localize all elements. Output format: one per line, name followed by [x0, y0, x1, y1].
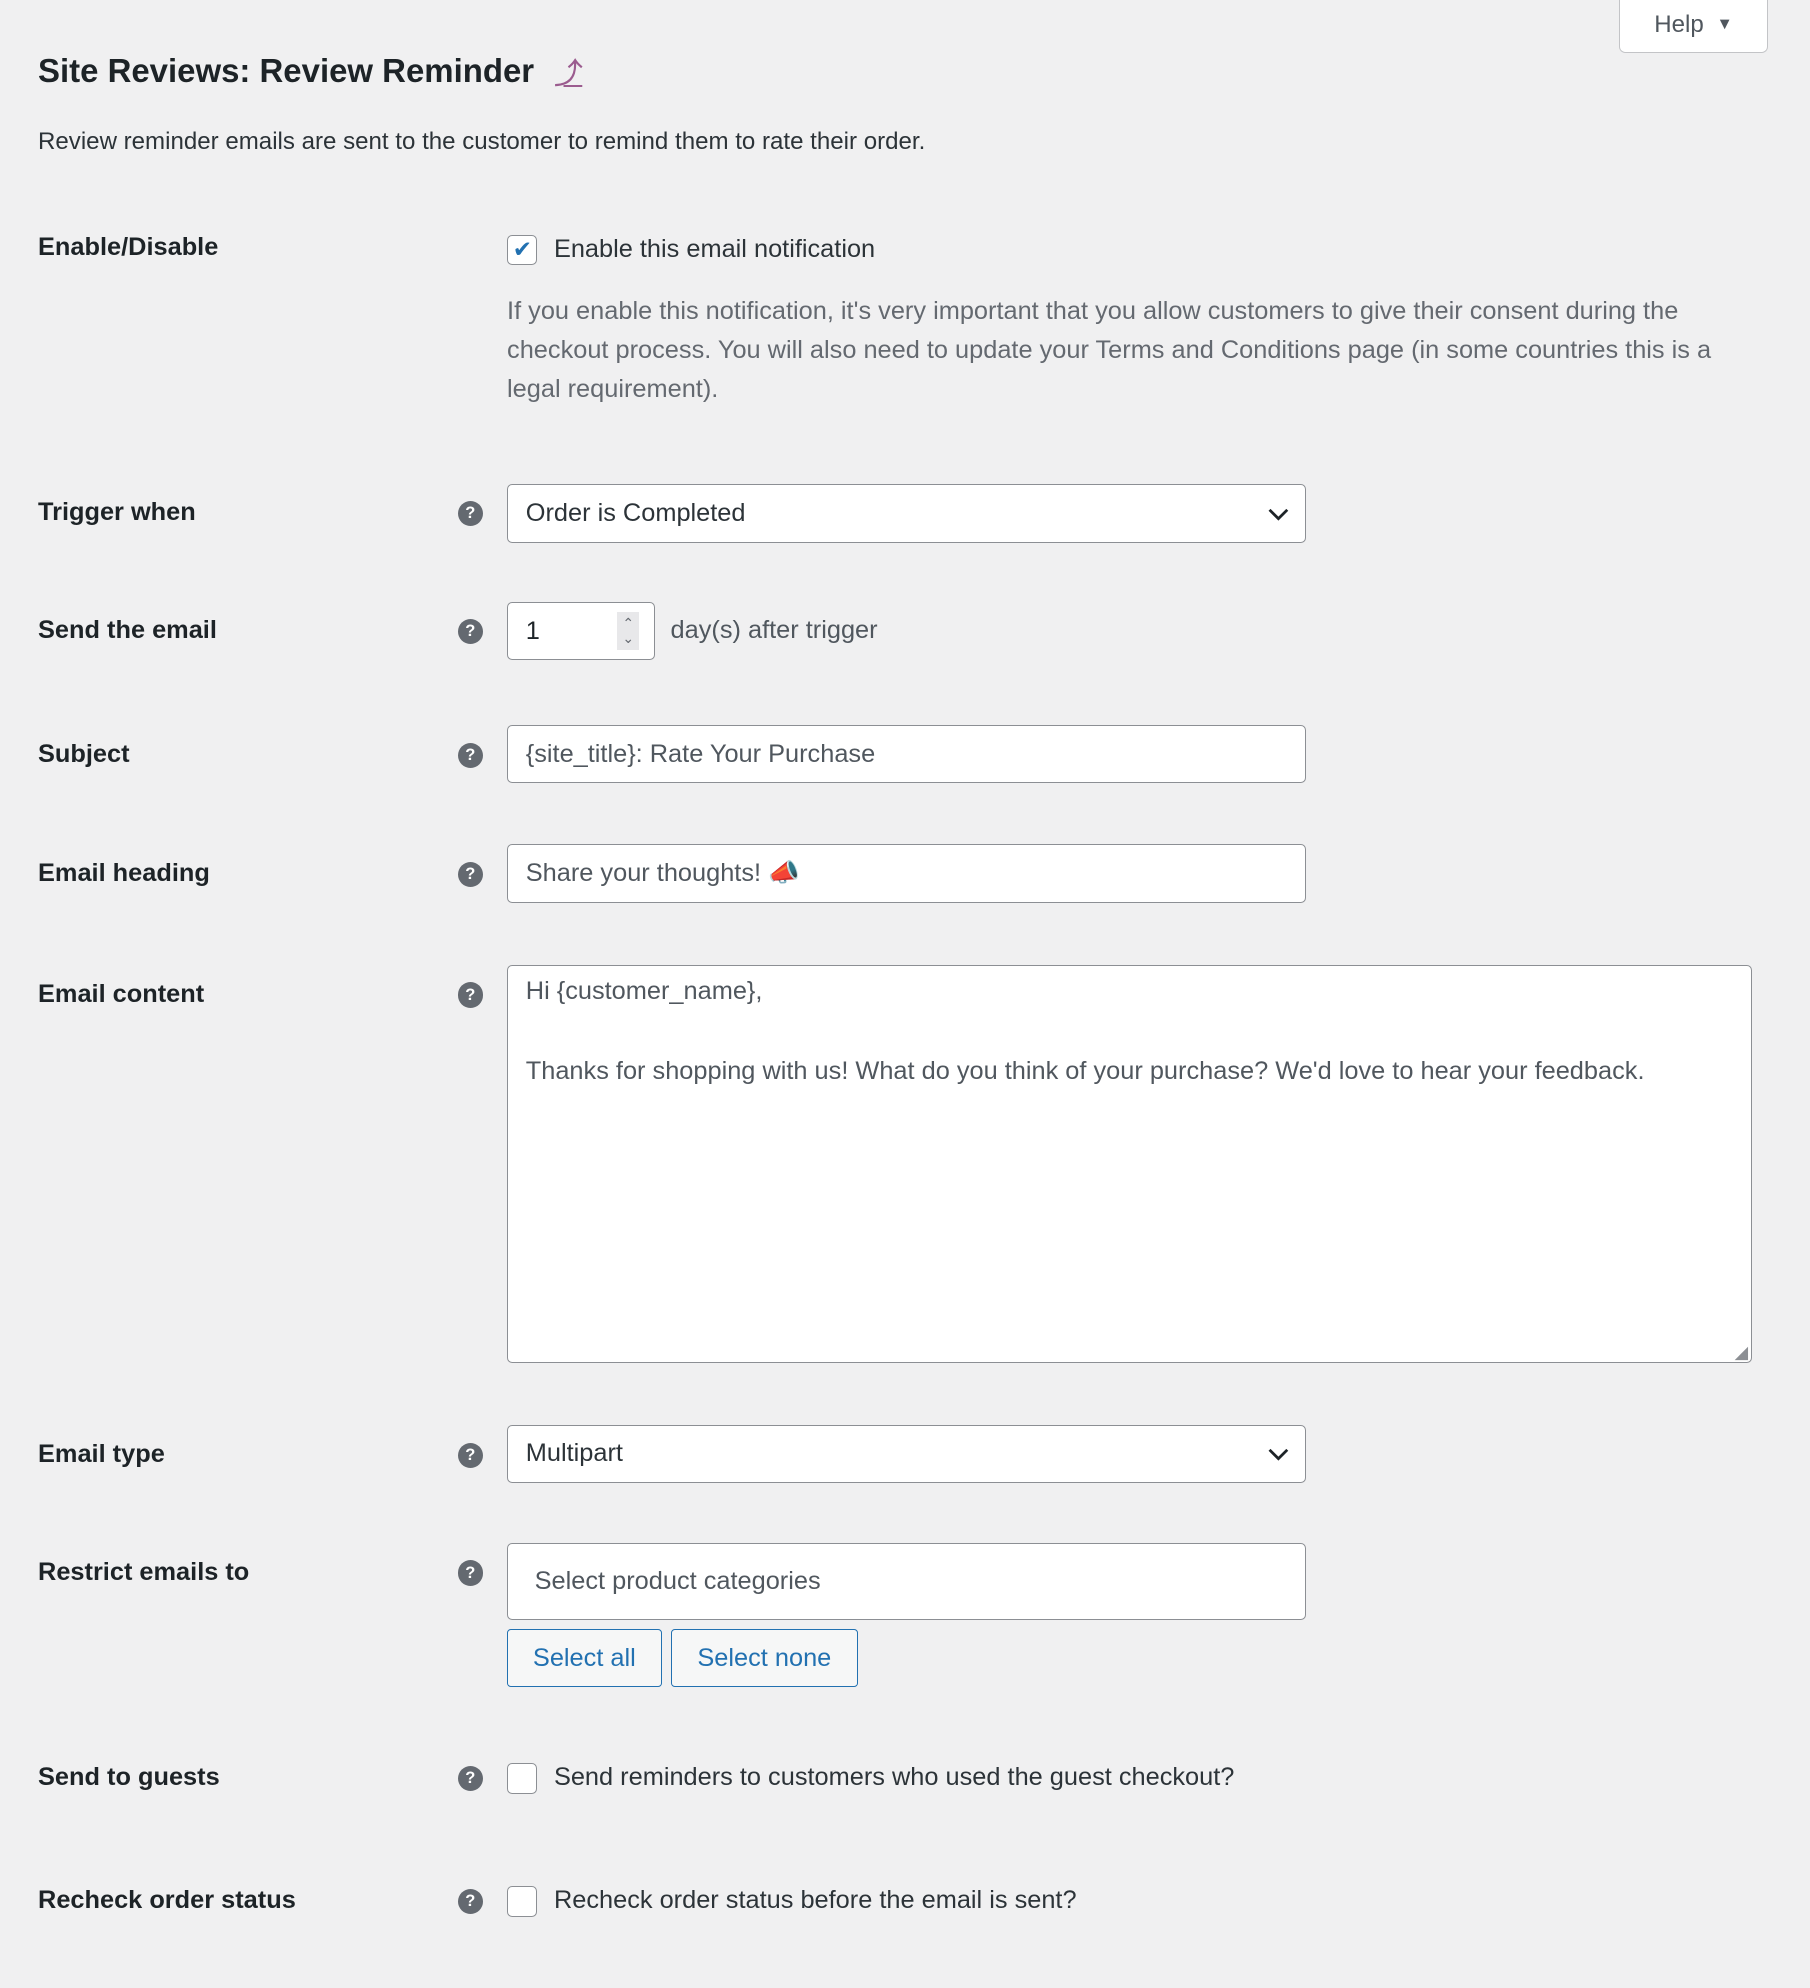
- stepper-icon[interactable]: ⌃ ⌄: [617, 612, 639, 650]
- enable-checkbox-label: Enable this email notification: [553, 234, 876, 263]
- page-title-text: Site Reviews: Review Reminder: [38, 51, 535, 89]
- days-number-input[interactable]: [507, 602, 655, 660]
- help-tip-icon[interactable]: ?: [458, 619, 483, 644]
- help-tip-icon[interactable]: ?: [458, 982, 483, 1007]
- caret-down-icon: ▼: [1716, 15, 1733, 34]
- help-tip-icon[interactable]: ?: [458, 501, 483, 526]
- trigger-select[interactable]: [507, 484, 1306, 542]
- help-tip-icon[interactable]: ?: [458, 743, 483, 768]
- help-button[interactable]: [1619, 0, 1769, 53]
- page-description: Review reminder emails are sent to the customer to remind them to rate their order.: [38, 128, 926, 156]
- guests-label: Send to guests: [38, 1763, 220, 1792]
- page-title: [38, 51, 582, 91]
- days-value: 1: [525, 616, 540, 645]
- help-tip-icon[interactable]: ?: [458, 1443, 483, 1468]
- help-tip-icon[interactable]: ?: [458, 1560, 483, 1585]
- email-type-select[interactable]: [507, 1425, 1306, 1483]
- content-line: Hi {customer_name},: [525, 976, 763, 1005]
- select-all-button[interactable]: Select all: [507, 1629, 662, 1687]
- select-none-button[interactable]: Select none: [671, 1629, 859, 1687]
- help-tip-icon[interactable]: ?: [458, 1766, 483, 1791]
- recheck-checkbox-label: Recheck order status before the email is sent?: [553, 1886, 1077, 1915]
- checkmark-icon: ✔: [512, 236, 532, 263]
- content-label: Email content: [38, 979, 205, 1008]
- return-up-icon[interactable]: ⤴: [554, 57, 583, 89]
- days-suffix: day(s) after trigger: [670, 616, 878, 645]
- restrict-label: Restrict emails to: [38, 1557, 250, 1586]
- help-label: Help: [1654, 10, 1704, 38]
- type-label: Email type: [38, 1439, 165, 1468]
- resize-handle-icon[interactable]: ◢: [1734, 1341, 1749, 1362]
- chevron-down-icon: [1267, 1446, 1290, 1461]
- chevron-down-icon: [1267, 506, 1290, 521]
- enable-label: Enable/Disable: [38, 233, 219, 262]
- heading-input[interactable]: Share your thoughts! 📣: [507, 844, 1306, 902]
- trigger-label: Trigger when: [38, 498, 196, 527]
- send-label: Send the email: [38, 616, 217, 645]
- guests-checkbox-label: Send reminders to customers who used the guest checkout?: [553, 1763, 1235, 1792]
- content-line: Thanks for shopping with us! What do you think of your purchase? We'd love to hear your feedback.: [525, 1056, 1645, 1085]
- email-type-value: Multipart: [525, 1439, 623, 1468]
- enable-checkbox[interactable]: [507, 235, 537, 265]
- help-tip-icon[interactable]: ?: [458, 1889, 483, 1914]
- subject-label: Subject: [38, 740, 130, 769]
- help-tip-icon[interactable]: ?: [458, 862, 483, 887]
- recheck-checkbox[interactable]: [507, 1886, 537, 1916]
- enable-note: If you enable this notification, it's very important that you allow customers to give their consent during the checkout process. You will also need to update your Terms and Conditions page (in some countries this is a legal requirement).: [507, 296, 1712, 404]
- recheck-label: Recheck order status: [38, 1886, 296, 1915]
- heading-label: Email heading: [38, 859, 210, 888]
- content-textarea[interactable]: [507, 965, 1752, 1363]
- guests-checkbox[interactable]: [507, 1763, 537, 1793]
- categories-input[interactable]: Select product categories: [507, 1543, 1306, 1620]
- subject-input[interactable]: {site_title}: Rate Your Purchase: [507, 725, 1306, 783]
- trigger-value: Order is Completed: [525, 498, 746, 527]
